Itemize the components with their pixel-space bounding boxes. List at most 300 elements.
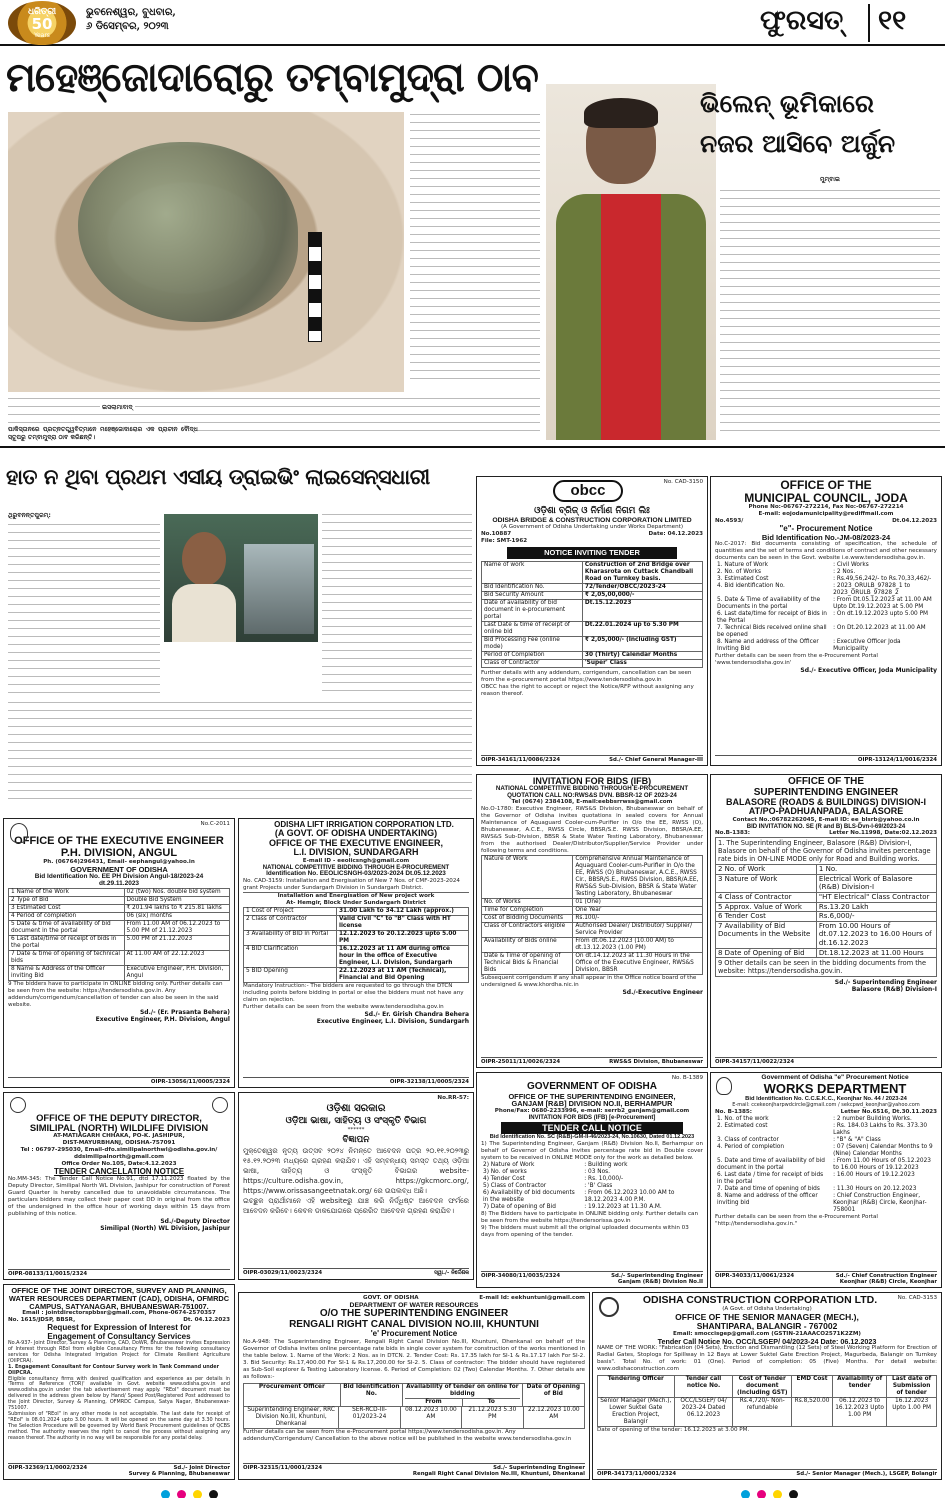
table-row — [482, 562, 702, 583]
occ-header-row — [598, 1376, 936, 1397]
table-key: Class of Contractors eligible — [482, 923, 573, 937]
sanskruti-body2: ଇଚ୍ଛୁକ ପ୍ରାର୍ଥୀମାନେ ଏହି websiteରୁ ଯାଞ୍ଚ କରି ନିର୍ଦ୍ଧିଷ୍ଟ ଆବେଦନ ଫର୍ମରେ ଆବେଦନ କରିବେ। କେବଳ ଡାକଯୋଗରେ ପ୍ରେରିତ ଆବେଦନ ଗ୍ରହଣ କରାଯିବ। — [243, 1197, 469, 1215]
balasore-sign-1: Sd./- Superintending Engineer — [834, 979, 937, 987]
story2-photo — [546, 84, 716, 440]
table-row — [482, 952, 702, 974]
obcc-footer-code: OIPR-34161/11/0086/2324 — [481, 757, 561, 763]
dot-magenta — [177, 1490, 186, 1498]
table-value: From dt.06.12.2023 (10.00 AM) to dt.13.12.2023 (1.00 PM) — [575, 938, 674, 952]
table-value: From 10.00 Hours of dt.07.12.2023 to 16.00 Hours of dt.16.12.2023 — [818, 921, 932, 947]
table-key: 5. Date and time of availability of bid document in the portal — [717, 1157, 825, 1171]
table-row — [716, 911, 936, 921]
table-row — [715, 639, 937, 653]
survey-footer-code: OIPR-32369/11/0002/2324 — [8, 1465, 88, 1471]
angul-title: OFFICE OF THE EXECUTIVE ENGINEER P.H. DIVISION, ANGUL — [14, 835, 224, 859]
sanskruti-title: ଓଡ଼ିଶା ସରକାର — [326, 1103, 386, 1114]
table-value: : "B" & "A" Class — [833, 1136, 881, 1143]
scale-bar — [308, 232, 322, 342]
obcc-refs — [481, 531, 703, 538]
rwss-notice — [476, 774, 708, 1068]
keonjhar-table — [715, 1116, 937, 1214]
obcc-note2: OBCC has the right to accept or reject the Notice/RFP without assigning any reason thereof. — [481, 684, 694, 698]
story2-headline-2: ନଜର ଆସିବେ ଅର୍ଜୁନ — [700, 129, 896, 158]
table-value: : Rs.49,56,242/- to Rs.70,33,462/- — [833, 576, 932, 583]
table-key: 3) No. of works — [483, 1169, 527, 1176]
table-value: : 19.12.2023 at 11.30 A.M. — [584, 1204, 662, 1211]
olic-title-4: L.I. DIVISION, SUNDARGARH — [293, 847, 419, 858]
table-key: 2. No. of Works — [717, 569, 761, 576]
sanskruti-no: No.RR-57: — [437, 1095, 469, 1101]
table-row — [715, 1172, 937, 1186]
masthead-divider — [868, 4, 870, 42]
survey-sign — [129, 1465, 230, 1477]
occ-header-cell: Cost of Tender document (Including GST) — [733, 1376, 792, 1397]
ganjam-sign-2: Ganjam (R&B) Division No.II — [617, 1279, 703, 1285]
occ-office-1: OFFICE OF THE SENIOR MANAGER (MECH.), — [675, 1312, 859, 1323]
table-row — [715, 1144, 937, 1158]
angul-ph: Ph. (06764)296431, Email- eephangul@yahoo.in — [43, 859, 195, 866]
ganjam-sign — [611, 1273, 703, 1285]
rengali-sign — [413, 1465, 585, 1477]
olic-title-3: OFFICE OF THE EXECUTIVE ENGINEER, — [268, 837, 444, 848]
table-row — [481, 1190, 703, 1204]
olic-sub: NATIONAL COMPETITIVE BIDDING THROUGH E-PROCUREMENT — [262, 864, 450, 871]
table-value: 30 (Thirty) Calendar Months — [584, 652, 678, 659]
ganjam-note: 8) The Bidders have to participate in ONLINE bidding only. Further details can be seen from the website https://tendersorissa.gov.in — [481, 1211, 698, 1225]
story2-headline-1: ଭିଲେନ୍ ଭୂମିକାରେ — [700, 89, 874, 118]
keonjhar-footer-code: OIPR-34033/11/0061/2324 — [715, 1273, 795, 1279]
story3-photo — [164, 514, 318, 642]
logo-name: ଧରିତ୍ରୀ — [27, 7, 57, 17]
simlipal-body: No.MM-345: The Tender Call Notice No.91, dtd 17.11.2023 floated by the Deputy Director, Similipal North WL Division, Jashipur for construction of Forest Guard Quarter is hereby cancelled due to unavoidable circumstances. The particulars bidders may collect their paper cost DD in original from the office of the undersigned in the office hour of working days within 15 days from publishing of this notice. — [8, 1176, 230, 1218]
dateline-1: ଭୁବନେଶ୍ୱର, ବୁଧବାର, — [86, 7, 176, 18]
olic-footer: OIPR-32138/11/0005/2324 — [243, 1077, 469, 1085]
table-value: 5.00 PM of 21.12.2023 — [126, 935, 193, 942]
table-row — [716, 892, 936, 902]
rengali-gov: GOVT. OF ODISHA — [363, 1295, 419, 1301]
table-row — [481, 1169, 703, 1176]
table-value: 22.12.2023 at 11 AM (Technical), Financial and Bid Opening — [338, 967, 447, 981]
occ-body: NAME OF THE WORK: "Fabrication (04 Sets), Erection and Dismantling (12 Sets) of Steel Working Platform for Erection of Radial Gates, Stoplogs for Spillway in 12 Bays at Lower Suktel Gate Erection Project, Magurbeda, Balangir on Turnkey basis". Total No. of work: 01 (One). Period of completion: 05 (Five) Months. For detail website: www.odishaconstruction.com — [597, 1345, 937, 1373]
table-key: 5 Approx. Value of Work — [716, 903, 817, 912]
table-value: From 11.00 AM of 06.12.2023 to 5.00 PM of 21.12.2023 — [126, 920, 221, 934]
masthead — [0, 0, 945, 46]
table-row — [481, 1162, 703, 1169]
rengali-h-to: To — [487, 1398, 495, 1405]
rwss-tel: Tel (0674) 2384108, E-mail:eebbsrrwss@gmail.com — [511, 799, 673, 806]
obcc-table — [481, 561, 703, 668]
table-row — [482, 591, 702, 599]
table-key: 2 Type of Bid — [9, 897, 125, 904]
olic-intro: No. CAD-3159: Installation and Energisation of New 7 Nos. of CMF-2023-2024 grant Projects under Sundargarh Division in Sundargarh District. — [243, 877, 460, 891]
rwss-footer — [481, 1057, 703, 1065]
balasore-intro: 1. The Superintending Engineer, Balasore (R&B) Division-I, Balasore on behalf of the Governor of Odisha invites percentage rate bids in ON-LINE MODE only for Road and Building works. — [718, 839, 931, 864]
angul-footer: OIPR-13056/11/0005/2324 — [8, 1077, 230, 1085]
joda-sign: Sd./- Executive Officer, Joda Municipality — [800, 667, 937, 675]
obcc-name-en: ODISHA BRIDGE & CONSTRUCTION CORPORATION LIMITED — [492, 517, 692, 524]
table-key: Cost of Bidding Documents — [482, 915, 573, 922]
simlipal-tel: Tel : 06797-295030, Email-dfo.similipalnorthwl@odisha.gov.in/ — [20, 1146, 218, 1153]
table-row — [482, 898, 702, 906]
table-key: 3. Estimated Cost — [717, 576, 769, 583]
joda-procurement: "e"- Procurement Notice — [779, 524, 873, 534]
rengali-c-officer: Superintending Engineer, RRC Division No.III, Khuntuni, Dhenkanal — [244, 1407, 339, 1428]
table-row — [244, 930, 468, 945]
table-key: 6) Availability of bid documents in the website — [483, 1190, 575, 1204]
odia-sanskruti-notice — [238, 1092, 474, 1280]
table-value: : Chief Construction Engineer, Keonjhar (R&B) Circle, Keonjhar- 758001 — [833, 1192, 927, 1213]
table-row — [244, 908, 468, 915]
sanskruti-dept: ଓଡ଼ିଆ ଭାଷା, ସାହିତ୍ୟ ଓ ସଂସ୍କୃତି ବିଭାଗ — [285, 1116, 427, 1126]
logo-years-label: Years — [34, 32, 50, 39]
table-value: Dt.15.12.2023 — [584, 600, 632, 607]
obcc-ref: No.10887 — [481, 531, 512, 538]
table-key: 4. Period of completion — [717, 1143, 785, 1150]
sanskruti-sign: ସ୍ୱା./- ନିର୍ଦ୍ଦେଶକ — [434, 1270, 469, 1276]
table-key: 5. Date & Time of availability of the Documents in the portal — [717, 597, 821, 611]
survey-notice — [3, 1284, 235, 1480]
olic-title-1: ODISHA LIFT IRRIGATION CORPORATION LTD. — [274, 820, 454, 829]
table-row — [716, 948, 936, 958]
rwss-intro: No.O-1780: Executive Engineer, RWS&S Division, Bhubaneswar on behalf of the Governor of Odisha invites quotations in sealed covers for Annual Maintenance of Aquaguard Cooler-cum-Purifier in O/o the EE, RWSS (O), Bhubaneswar, A.C.E., RWSS Circle, BBSR/S.E. RWSS Division, BBSR/A.EE, RWS&S Sub-Division, BBSR & State Water Testing Laboratory, Bhubaneswar from the authorised Dealer/Distributor/Supplier/Service Provider under following terms and conditions. — [481, 806, 703, 855]
occ-header-cell: Tender call notice No. — [675, 1376, 734, 1397]
olic-notice — [238, 818, 474, 1088]
coin-hoard — [78, 142, 298, 322]
rengali-data-row — [244, 1406, 584, 1428]
angul-bid: Bid Identification No. EE PH Division Angul-18/2023-24 — [34, 872, 204, 880]
simlipal-bar: TENDER CANCELLATION NOTICE — [53, 1166, 185, 1176]
table-value: : Building work — [584, 1162, 628, 1169]
survey-req-2: Engagement of Consultancy Services — [47, 1331, 191, 1341]
angul-date: dt.29.11.2023 — [98, 879, 140, 887]
olic-block: At- Hemgir, Block Under Sundargarh District — [286, 899, 426, 906]
obcc-no: No. CAD-3150 — [663, 479, 703, 485]
occ-data-cell: Rs.4,720/- Non-refundable — [733, 1398, 792, 1426]
table-value: : On Dt.20.12.2023 at 11.00 AM — [833, 625, 926, 632]
table-key: 7. Date and time of opening of bids — [717, 1185, 820, 1192]
table-value: 1 No. — [818, 865, 838, 874]
occ-data-cell: 06.12.2023 to 16.12.2023 Upto 1.00 PM — [833, 1398, 887, 1426]
actor-hair — [584, 98, 658, 128]
survey-body2: Eligible consultancy firms with desired qualification and experience as per details in 'Terms of Reference (TOR)' available in Govt. website www.odisha.gov.in and www.odisha.gov.in under the tab advertisement may apply. "REoI" document must be delivered in the address given below by Hand/ Speed Post/Registered Post addressed to the Joint Director, Survey & Planning, OFMRDC Campus, Satya Nagar, Bhubaneswar-751007. — [8, 1375, 230, 1412]
table-row — [9, 896, 229, 904]
table-row — [482, 856, 702, 898]
occ-header-cell: Tendering Officer — [598, 1376, 675, 1397]
occ-note: Date of opening of the tender: 16.12.2023 at 3.00 PM. — [597, 1427, 750, 1434]
ganjam-no: No. B-1389 — [671, 1075, 703, 1081]
table-value: : Rs. 184.03 Lakhs to Rs. 373.30 Lakhs — [833, 1122, 928, 1136]
keonjhar-title: WORKS DEPARTMENT — [763, 1080, 907, 1096]
survey-title: OFFICE OF THE JOINT DIRECTOR, SURVEY AND PLANNING, WATER RESOURCES DEPARTMENT (CAD), ODISHA, OFMRDC CAMPUS, SATYANAGAR, BHUBANESWAR-751007. — [8, 1286, 230, 1311]
table-value: 'Super' Class — [584, 660, 627, 667]
table-row — [9, 935, 229, 950]
occ-data-cell: Rs.8,520.00 — [792, 1398, 833, 1426]
joda-no: No.4593/ — [715, 518, 744, 525]
obcc-date: Date: 04.12.2023 — [648, 531, 703, 538]
dot-cyan — [161, 1490, 170, 1498]
table-row — [482, 914, 702, 922]
table-row — [482, 651, 702, 659]
table-key: Bid Security Amount — [482, 592, 583, 599]
table-key: 8 Name & Address of the Officer inviting Bid — [9, 966, 125, 980]
joda-table — [715, 562, 937, 653]
table-row — [716, 921, 936, 948]
occ-sign: Sd./- Senior Manager (Mech.), LSGEP, Bolangir — [796, 1471, 937, 1477]
table-value: Valid Civil "C" to "B" Class with HT license — [338, 915, 451, 929]
table-key: 6 Last date/time of receipt of bids in the portal — [9, 936, 125, 950]
olic-table — [243, 907, 469, 983]
table-key: 3 Nature of Work — [716, 875, 817, 892]
ganjam-title-3: GANJAM [R&B] DIVISION NO.II, BERHAMPUR — [511, 1099, 673, 1109]
balasore-title-2: SUPERINTENDING ENGINEER — [753, 786, 899, 798]
table-key: 4) Tender Cost — [483, 1176, 525, 1183]
table-key: Time for Completion — [482, 907, 573, 914]
table-row — [716, 864, 936, 874]
ganjam-phone: Phone/Fax: 0680-2233996, e-mail: serrb2_ganjam@gmail.com — [494, 1108, 690, 1115]
ganjam-footer-code: OIPR-34080/11/0035/2324 — [481, 1273, 561, 1279]
simlipal-title-1: OFFICE OF THE DEPUTY DIRECTOR, — [36, 1112, 202, 1123]
angul-sign-1: Sd./- (Er. Prasanta Behera) — [139, 1008, 230, 1016]
table-value: : Civil Works — [833, 562, 869, 569]
simlipal-dist: DIST-MAYURBHANJ, ODISHA-757091 — [62, 1139, 176, 1146]
table-value: "HT Electrical" Class Contractor — [818, 892, 930, 901]
balasore-notice — [710, 774, 942, 1068]
sanskruti-footer-code: OIPR-03029/11/0023/2324 — [243, 1270, 323, 1276]
occ-sub: (A Govt. of Odisha Undertaking) — [722, 1306, 812, 1313]
table-key: 6. Last date / time for receipt of bids in the portal — [717, 1171, 824, 1185]
rwss-sign2: RWS&S Division, Bhubaneswar — [609, 1059, 703, 1065]
occ-logo — [599, 1297, 619, 1317]
section-divider-1 — [0, 446, 945, 448]
keonjhar-sign-2: Keonjhar (R&B) Circle, Keonjhar — [839, 1279, 937, 1285]
occ-title: ODISHA CONSTRUCTION CORPORATION LTD. — [642, 1294, 878, 1306]
table-key: Availability of Bids online — [482, 938, 573, 952]
table-value: 06 (six) months — [126, 912, 173, 919]
table-value: : 11.30 Hours on 20.12.2023 — [833, 1185, 917, 1192]
olic-work: Installation and Energisation of New project work — [243, 892, 469, 900]
table-row — [715, 1186, 937, 1193]
rengali-header-row — [244, 1384, 584, 1406]
rengali-h-opening: Date of Opening of Bid — [526, 1383, 581, 1397]
table-value: : 2 Nos. — [833, 569, 856, 576]
forest-emblem-right — [212, 1097, 228, 1113]
occ-office-2: SHANTIPARA, BALANGIR - 767002 — [696, 1320, 838, 1331]
table-row — [715, 1116, 937, 1123]
table-key: Date of availability of bid document in e-procurement portal — [482, 600, 583, 621]
joda-phone: Phone No:-06767-272214, Fax No:-06767-272214 — [748, 504, 904, 511]
keonjhar-sign-1: Sd./- Chief Construction Engineer — [835, 1273, 937, 1279]
table-key: 7 Availability of Bid Documents in the Website — [716, 922, 817, 948]
rengali-dept: DEPARTMENT OF WATER RESOURCES — [349, 1302, 479, 1309]
table-value: : 16.00 Hours of 19.12.2023 — [833, 1171, 915, 1178]
occ-header-cell: Availability of tender — [833, 1376, 887, 1397]
table-row — [481, 1176, 703, 1183]
table-value: 01 (One) — [575, 899, 601, 906]
table-value: : From 06.12.2023 10.00 AM to 18.12.2023 4.00 P.M. — [584, 1190, 675, 1204]
table-key: 4 BID Clarification — [244, 946, 337, 967]
car-window — [244, 544, 314, 634]
rengali-note: Further details can be seen from the e-Procurement portal https://www.tendersodisha.gov.in. Any addendum/Corrigendum/ Cancellation to the above notice will be published in the website www.tendersodisha.gov.in — [243, 1428, 572, 1442]
table-key: 4 Class of Contractor — [716, 893, 817, 902]
table-row — [482, 659, 702, 667]
obcc-name-odia: ଓଡ଼ିଶା ବ୍ରିଜ୍ ଓ ନିର୍ମାଣ ନିଗମ ଲିଃ — [534, 506, 650, 516]
rengali-footer — [243, 1463, 585, 1477]
table-key: 3. Class of contractor — [717, 1136, 779, 1143]
occ-email: Email: smoccisgep@gmail.com (GSTIN-21AAACO2571K2ZM) — [673, 1330, 861, 1337]
angul-notice — [3, 818, 235, 1088]
table-value: Construction of 2nd Bridge over Kharasrota on Cuttack Chandbali Road on Turnkey basis. — [584, 562, 694, 583]
olic-ident: Identification No. EEOLICSNGH-03/2023-2024 Dt.05.12.2023 — [266, 870, 446, 877]
table-row — [244, 945, 468, 967]
keonjhar-note: Further details can be seen from the e-Procurement Portal "http://tendersodisha.gov.in." — [715, 1213, 878, 1227]
rengali-top — [243, 1295, 585, 1302]
balasore-title-1: OFFICE OF THE — [787, 776, 865, 787]
table-row — [715, 597, 937, 611]
survey-email: Email : jointdirectorspbbsr@gmail.com, Phone-0674-2570357 — [22, 1310, 216, 1317]
table-value: Rs.13.20 Lakh — [818, 902, 869, 911]
ganjam-intro: 1) The Superintending Engineer, Ganjam (R&B) Division No.II, Berhampur on behalf of Governor of Odisha invites percentage rate bid in Double cover system to be received in ONLINE MODE only for the work as detailed below. — [481, 1141, 703, 1162]
table-row — [482, 937, 702, 952]
table-key: 4 Period of completion — [9, 913, 125, 920]
table-key: Bid Processing Fee (online mode) — [482, 637, 583, 651]
page-number: ୧୧ — [878, 5, 907, 36]
table-key: 5 Date & time of availability of bid document in the portal — [9, 921, 125, 935]
table-key: Class of Contractor — [482, 660, 583, 667]
table-key: 4. Bid identification No. — [717, 583, 785, 590]
story1-column-a — [410, 112, 540, 384]
joda-title-2: MUNICIPAL COUNCIL, JODA — [744, 490, 908, 505]
ganjam-title-2: OFFICE OF THE SUPERINTENDING ENGINEER, — [508, 1091, 676, 1101]
rengali-footer-code: OIPR-32315/11/0001/2324 — [243, 1465, 323, 1471]
keonjhar-letter: Letter No.6516, Dt.30.11.2023 — [840, 1108, 937, 1115]
table-row — [715, 1193, 937, 1214]
angul-gov: GOVERNMENT OF ODISHA — [70, 865, 168, 875]
survey-date: Dt. 04.12.2023 — [183, 1317, 230, 1324]
rengali-h-bid: Bid Identification No. — [341, 1384, 403, 1406]
obcc-note: Further details with any addendum, corrigendum, cancellation can be seen from the e-procurement portal https://www.tendersodisha.gov.in — [481, 670, 692, 684]
table-key: 7. Technical Bids received online shall be opened — [717, 625, 827, 639]
ganjam-table — [481, 1162, 703, 1211]
table-row — [244, 967, 468, 982]
table-key: 5 BID Opening — [244, 968, 337, 982]
driver-dress — [172, 584, 236, 642]
rwss-sub1: NATIONAL COMPETITIVE BIDDING THROUGH E-PROCUREMENT — [495, 785, 689, 793]
balasore-sign-2: Balasore (R&B) Division-I — [851, 986, 937, 994]
story2-headline-box — [700, 84, 942, 172]
rwss-sub2: QUOTATION CALL NO:RWS&S DVN. BBSR-12 OF 2023-24 — [507, 791, 677, 799]
rwss-table — [481, 855, 703, 975]
story2-body — [720, 188, 940, 438]
logo-years: 50 — [31, 15, 53, 33]
keonjhar-top: Government of Odisha "e" Procurement Notice — [761, 1074, 909, 1081]
rengali-email: E-mail Id: eekhuntuni@gmail.com — [479, 1295, 585, 1301]
joda-email: E-mail: eojodamunicipality@rediffmail.com — [758, 511, 894, 518]
balasore-rows — [716, 864, 936, 957]
registration-dots-left — [160, 1484, 219, 1498]
occ-header-cell: Last date of Submission of tender — [892, 1376, 932, 1397]
survey-body3: Submission of "REoI" in any other mode is not acceptable. The last date for receipt of "REoI" is 08.01.2024 upto 3.00 hours. It will be opened on the same day at 3.30 hours. The Selection Procedure will be governed by World Bank Procurement guidelines of QCBS method. The authority reserves the right to cancel the process without assigning any reason thereof. The authority in no way will be responsible for any postal delay. — [8, 1410, 230, 1441]
survey-sign-2: Survey & Planning, Bhubaneswar — [128, 1471, 230, 1477]
table-value: ₹ 2,05,00,000/- — [584, 592, 635, 599]
table-row — [481, 1204, 703, 1211]
table-value: 16.12.2023 at 11 AM during office hour in the office of Executive Engineer, L.I. Division, Sundargarh — [338, 945, 453, 966]
obcc-bar: NOTICE INVITING TENDER — [507, 547, 677, 559]
occ-data-row — [598, 1397, 936, 1426]
sanskruti-notice-title: ବିଜ୍ଞାପନ — [342, 1135, 370, 1145]
keonjhar-footer — [715, 1271, 937, 1285]
occ-footer — [597, 1469, 937, 1477]
table-value: : 'B' Class — [584, 1183, 613, 1190]
table-key: 2 No. of Work — [716, 865, 817, 874]
table-key: 2. Estimated cost — [717, 1122, 768, 1129]
table-key: Nature of Work — [482, 856, 573, 898]
table-row — [9, 912, 229, 920]
rengali-h-from: From — [405, 1399, 463, 1406]
table-key: Last Date & time of receipt of online bid — [482, 622, 583, 636]
rengali-h-officer: Procurement Officer — [244, 1384, 341, 1406]
olic-sign-2: Executive Engineer, L.I. Division, Sundargarh — [316, 1017, 469, 1025]
table-value: ₹ 2,05,000/- (Including GST) — [584, 637, 677, 644]
obcc-notice — [476, 476, 708, 766]
table-row — [481, 1183, 703, 1190]
joda-bid: Bid Identification No.-JM-08/2023-24 — [761, 532, 891, 542]
rengali-body: No.A-948: The Superintending Engineer, Rengali Right Canal Division No.III, Khuntuni, Dhenkanal on behalf of the Governor of Odisha invites online percentage rate bids in single cover system for construction of the works mentioned in the table below. 1. Name of the Work: 2 Nos. as in DTCN. 2. Tender Cost: Rs. 17.35 lakh for SI-1 & Rs.17.17 lakh For SI-2. 3. Bid Security: Rs.17,400.00 For SI-1 & Rs.17,200.00 for SI-2. 5. Class of contractor: The bidder should have registered as Sub-Soil explorer & Testing Laboratory license. 6. Period of Completion: 02 (Two) Calendar Months. 7. Other details are as follows:- — [243, 1338, 585, 1380]
table-row — [482, 636, 702, 651]
table-key: 7 Date & time of opening of technical bids — [9, 951, 125, 965]
table-row — [9, 950, 229, 965]
table-row — [9, 920, 229, 935]
story3-column-b — [322, 512, 472, 697]
table-value: 02 (two) Nos. double bid system — [126, 888, 221, 895]
survey-footer — [8, 1463, 230, 1477]
keonjhar-no: No. B-1385: — [715, 1108, 752, 1115]
rwss-footer-code: OIPR-25011/11/0026/2324 — [481, 1059, 561, 1065]
occ-no: No. CAD-3153 — [897, 1295, 937, 1301]
simlipal-email2: ddsimilipalnorth@gmail.com — [74, 1153, 164, 1160]
rengali-notice-title: 'e' Procurement Notice — [370, 1329, 458, 1339]
balasore-table — [715, 837, 937, 977]
olic-sign-1: Sd./- Er. Girish Chandra Behera — [364, 1010, 469, 1018]
rengali-table — [243, 1383, 585, 1429]
table-key: 8 Date of Opening of Bid — [716, 949, 817, 958]
table-value: : Executive Officer Joda Municipality — [833, 639, 901, 653]
ganjam-sign-1: Sd./- Superintending Engineer — [611, 1273, 703, 1279]
table-row — [482, 621, 702, 636]
table-value: : 2023_ORULB_97828_1 to 2023_ORULB_97828_2 — [833, 583, 911, 597]
table-row — [716, 874, 936, 892]
table-row — [715, 562, 937, 569]
table-row — [715, 611, 937, 625]
keonjhar-sub: Bid Identification No. C.C.E.K.C., Keonjhar No. 44 / 2023-24 — [745, 1095, 907, 1102]
occ-notice — [592, 1292, 942, 1480]
table-value: Electrical Work of Balasore (R&B) Division-I — [818, 874, 913, 892]
table-key: 6 Tender Cost — [716, 912, 817, 921]
table-key: Name of work — [482, 562, 583, 583]
angul-note: 9 The bidders have to participate in ONLINE bidding only. Further details can be seen from the website: https://tendersodisha.gov.in. Any addendum/corrigendum/cancellation of tender can also be seen in the said website. — [8, 980, 223, 1008]
table-value: Dt.22.01.2024 up to 5.30 PM — [584, 622, 679, 629]
rengali-c-from: 08.12.2023 10.00 AM — [401, 1407, 462, 1428]
survey-req-1: Request for Expression of Interest for — [47, 1323, 191, 1333]
table-key: 6. Last date/time for receipt of Bids in the Portal — [717, 611, 827, 625]
table-row — [715, 1158, 937, 1172]
actor-shirt — [601, 194, 661, 440]
sanskruti-stars: ****** — [347, 1127, 365, 1133]
occ-footer-code: OIPR-34173/11/0001/2324 — [597, 1471, 677, 1477]
balasore-refs — [715, 830, 937, 837]
table-value: : On dt.19.12.2023 upto 5.00 PM — [833, 611, 929, 618]
dot-black — [209, 1490, 218, 1498]
rwss-title: INVITATION FOR BIDS (IFB) — [532, 776, 652, 786]
